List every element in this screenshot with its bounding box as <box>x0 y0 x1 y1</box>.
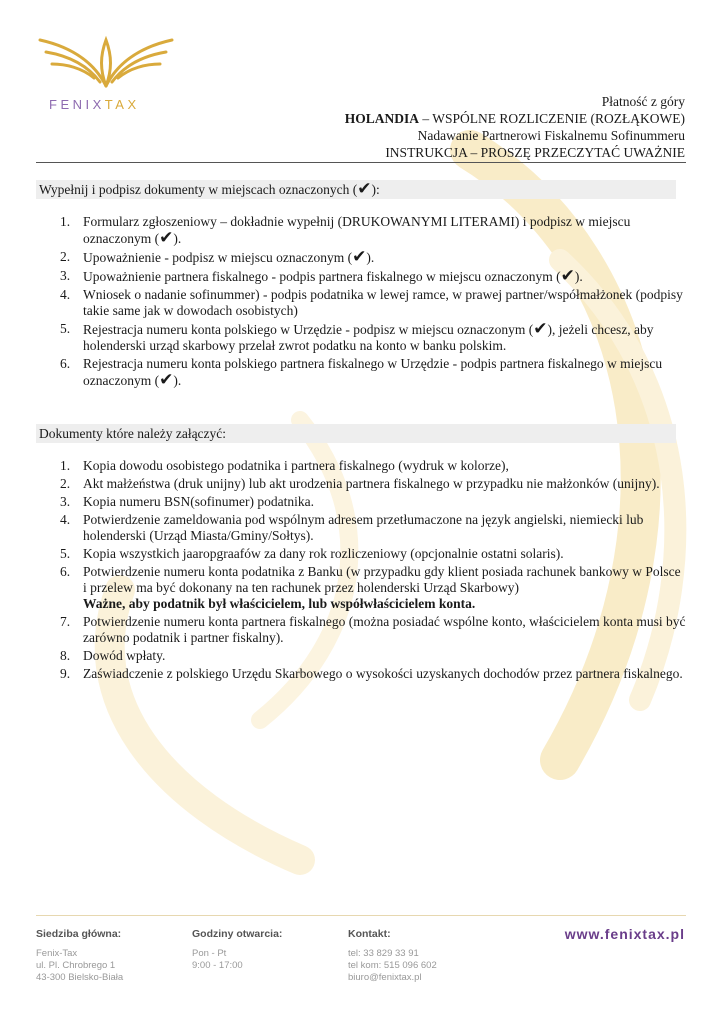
footer-heading: Kontakt: <box>348 928 391 940</box>
checkmark-icon: ✔ <box>159 228 174 248</box>
list-item <box>36 268 686 285</box>
item-number: 4. <box>60 287 71 302</box>
checkmark-icon: ✔ <box>560 266 575 286</box>
item-text-end: ), jeżeli chcesz, aby holenderski urząd skarbowy przelał zwrot podatku na konto w banku polskim. <box>83 322 654 353</box>
phone-number: tel: 33 829 33 91 <box>348 948 419 959</box>
footer-contact <box>348 928 437 984</box>
document-header <box>345 93 685 161</box>
item-number: 2. <box>60 249 71 264</box>
list-item <box>36 648 686 664</box>
list-item <box>36 546 686 562</box>
item-text: Potwierdzenie numeru konta partnera fiskalnego (można posiadać wspólne konto, właścicielem konta musi być zarówno podatnik i partner fiskalny). <box>83 614 686 645</box>
item-text: Wniosek o nadanie sofinummer) - podpis podatnika w lewej ramce, w prawej partner/współmałżonek (podpisy takie same jak w dowodach osobistych) <box>83 287 683 318</box>
item-text-end: ). <box>173 373 182 388</box>
section-sign-documents-title <box>36 180 676 199</box>
list-item <box>36 476 686 492</box>
list-item <box>36 494 686 510</box>
list-item <box>36 287 686 319</box>
checkmark-icon: ✔ <box>533 319 548 339</box>
item-text: Potwierdzenie zameldowania pod wspólnym adresem przetłumaczone na język angielski, niemiecki lub holenderski (Urząd Miasta/Gminy/Sołtys). <box>83 512 644 543</box>
item-number: 4. <box>60 512 71 527</box>
header-divider <box>36 162 686 163</box>
list-item <box>36 321 686 354</box>
checkmark-icon: ✔ <box>352 247 367 267</box>
item-text: Rejestracja numeru konta polskiego partnera fiskalnego w Urzędzie - podpis partnera fiskalnego w miejscu oznaczonym ( <box>83 356 663 388</box>
item-text-end: ). <box>173 231 182 246</box>
list-item <box>36 614 686 646</box>
item-number: 7. <box>60 614 71 629</box>
company-name: Fenix-Tax <box>36 948 78 959</box>
item-number: 8. <box>60 648 71 663</box>
section-title-text-b: ): <box>371 182 380 197</box>
footer-heading: Godziny otwarcia: <box>192 928 283 940</box>
email-address: biuro@fenixtax.pl <box>348 972 422 983</box>
item-text: Kopia numeru BSN(sofinumer) podatnika. <box>83 494 314 509</box>
logo-text-fenix: FENIX <box>49 97 105 112</box>
item-text: Formularz zgłoszeniowy – dokładnie wypełnij (DRUKOWANYMI LITERAMI) i podpisz w miejscu oznaczonym ( <box>83 214 631 246</box>
instruction-heading: INSTRUKCJA – PROSZĘ PRZECZYTAĆ UWAŻNIE <box>385 145 685 160</box>
checkmark-icon: ✔ <box>357 179 372 199</box>
list-item <box>36 666 686 682</box>
logo-text-tax: TAX <box>104 97 140 112</box>
item-number: 9. <box>60 666 71 681</box>
section-title-text-a: Wypełnij i podpisz dokumenty w miejscach oznaczonych ( <box>39 182 358 197</box>
settlement-type: – WSPÓLNE ROZLICZENIE (ROZŁĄKOWE) <box>419 111 685 126</box>
sign-documents-list <box>36 214 686 391</box>
footer-divider <box>36 915 686 916</box>
city-address: 43-300 Bielsko-Biała <box>36 972 124 983</box>
item-text-end: ). <box>574 269 583 284</box>
list-item <box>36 214 686 247</box>
list-item <box>36 564 686 612</box>
item-number: 1. <box>60 458 71 473</box>
list-item <box>36 512 686 544</box>
checkmark-icon: ✔ <box>159 370 174 390</box>
logo-wordmark <box>49 97 140 112</box>
item-number: 5. <box>60 321 71 336</box>
item-text: Dowód wpłaty. <box>83 648 166 663</box>
item-text: Akt małżeństwa (druk unijny) lub akt urodzenia partnera fiskalnego w przypadku nie małżonków (unijny). <box>83 476 660 491</box>
section-attachments-title <box>36 424 676 443</box>
item-number: 3. <box>60 494 71 509</box>
document-subtitle: Nadawanie Partnerowi Fiskalnemu Sofinummeru <box>417 128 685 143</box>
list-item <box>36 356 686 389</box>
footer-heading: Siedziba główna: <box>36 928 122 940</box>
list-item <box>36 249 686 266</box>
mobile-number: tel kom: 515 096 602 <box>348 960 437 971</box>
attachments-list <box>36 458 686 684</box>
payment-note: Płatność z góry <box>601 94 685 109</box>
item-text: Rejestracja numeru konta polskiego w Urzędzie - podpisz w miejscu oznaczonym ( <box>83 322 534 337</box>
important-note: Ważne, aby podatnik był właścicielem, lub współwłaścicielem konta. <box>83 596 476 611</box>
footer-opening-hours <box>192 928 282 972</box>
phoenix-wings-icon <box>36 26 176 96</box>
item-text-end: ). <box>366 250 375 265</box>
website-link[interactable]: www.fenixtax.pl <box>564 926 685 942</box>
opening-days: Pon - Pt <box>192 948 227 959</box>
item-text: Kopia dowodu osobistego podatnika i partnera fiskalnego (wydruk w kolorze), <box>83 458 509 473</box>
document-title <box>345 110 685 127</box>
item-text: Upoważnienie - podpisz w miejscu oznaczonym ( <box>83 250 353 265</box>
item-number: 2. <box>60 476 71 491</box>
item-text: Zaświadczenie z polskiego Urzędu Skarbowego o wysokości uzyskanych dochodów przez partnera fiskalnego. <box>83 666 683 681</box>
item-text: Potwierdzenie numeru konta podatnika z Banku (w przypadku gdy klient posiada rachunek bankowy w Polsce i przelew ma być dokonany na ten rachunek przez holenderski Urząd Skarbowy) <box>83 564 681 595</box>
footer-headquarters <box>36 928 123 984</box>
street-address: ul. Pl. Chrobrego 1 <box>36 960 116 971</box>
fenixtax-logo <box>36 26 176 118</box>
item-text: Upoważnienie partnera fiskalnego - podpis partnera fiskalnego w miejscu oznaczonym ( <box>83 269 561 284</box>
section-title-text: Dokumenty które należy załączyć: <box>39 426 227 441</box>
item-number: 5. <box>60 546 71 561</box>
opening-hours: 9:00 - 17:00 <box>192 960 243 971</box>
list-item <box>36 458 686 474</box>
item-number: 6. <box>60 564 71 579</box>
country-name: HOLANDIA <box>344 111 420 126</box>
item-number: 6. <box>60 356 71 371</box>
item-number: 3. <box>60 268 71 283</box>
item-text: Kopia wszystkich jaaropgraafów za dany rok rozliczeniowy (opcjonalnie ostatni solaris). <box>83 546 564 561</box>
item-number: 1. <box>60 214 71 229</box>
